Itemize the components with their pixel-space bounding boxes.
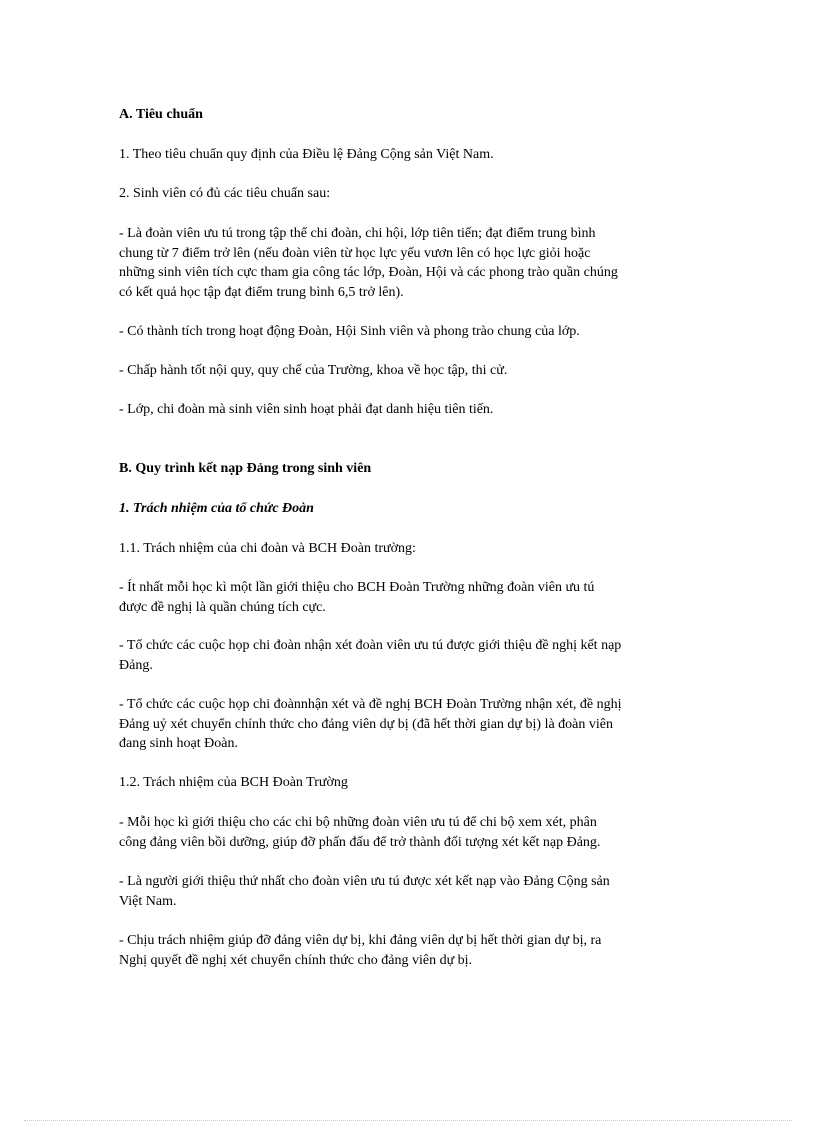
paragraph-line: - Tổ chức các cuộc họp chi đoànnhận xét và đề nghị BCH Đoàn Trường nhận xét, đề nghị: [119, 697, 622, 712]
section-a-heading: A. Tiêu chuẩn: [119, 107, 203, 122]
item-1-1-c: [119, 695, 709, 754]
paragraph-line: - Chịu trách nhiệm giúp đỡ đảng viên dự bị, khi đảng viên dự bị hết thời gian dự bị, ra: [119, 933, 602, 948]
paragraph-line: Việt Nam.: [119, 893, 177, 909]
paragraph-line: - Là đoàn viên ưu tú trong tập thể chi đoàn, chi hội, lớp tiên tiến; đạt điểm trung bình: [119, 226, 596, 241]
criteria-class-title: - Lớp, chi đoàn mà sinh viên sinh hoạt phải đạt danh hiệu tiên tiến.: [119, 402, 494, 417]
paragraph-line: có kết quả học tập đạt điểm trung bình 6,5 trở lên).: [119, 284, 404, 300]
paragraph-line: đang sinh hoạt Đoàn.: [119, 736, 238, 751]
item-1-2-b: [119, 872, 709, 911]
paragraph-line: - Tổ chức các cuộc họp chi đoàn nhận xét đoàn viên ưu tú được giới thiệu đề nghị kết nạp: [119, 638, 622, 653]
paragraph-line: Nghị quyết đề nghị xét chuyển chính thức cho đảng viên dự bị.: [119, 952, 473, 968]
paragraph-line: - Là người giới thiệu thứ nhất cho đoàn viên ưu tú được xét kết nạp vào Đảng Cộng sản: [119, 874, 610, 889]
section-b-heading: B. Quy trình kết nạp Đảng trong sinh viên: [119, 461, 372, 476]
criteria-compliance: - Chấp hành tốt nội quy, quy chế của Trường, khoa về học tập, thi cử.: [119, 363, 508, 378]
subsection-1-heading: 1. Trách nhiệm của tổ chức Đoàn: [119, 501, 314, 516]
paragraph-line: công đảng viên bồi dưỡng, giúp đỡ phấn đấu để trở thành đối tượng xét kết nạp Đảng.: [119, 834, 601, 850]
paragraph-line: - Mỗi học kì giới thiệu cho các chi bộ những đoàn viên ưu tú để chi bộ xem xét, phân: [119, 815, 597, 830]
criteria-2: 2. Sinh viên có đủ các tiêu chuẩn sau:: [119, 186, 331, 201]
item-1-1-heading: 1.1. Trách nhiệm của chi đoàn và BCH Đoàn trường:: [119, 541, 416, 556]
paragraph-line: chung từ 7 điểm trở lên (nếu đoàn viên từ học lực yếu vươn lên có học lực giỏi hoặc: [119, 245, 591, 261]
criteria-1: 1. Theo tiêu chuẩn quy định của Điều lệ Đảng Cộng sản Việt Nam.: [119, 147, 494, 162]
item-1-1-a: [119, 578, 709, 617]
paragraph-line: những sinh viên tích cực tham gia công tác lớp, Đoàn, Hội và các phong trào quần chúng: [119, 265, 618, 280]
item-1-2-heading: 1.2. Trách nhiệm của BCH Đoàn Trường: [119, 775, 348, 790]
paragraph-line: Đảng.: [119, 657, 153, 673]
paragraph-line: được đề nghị là quần chúng tích cực.: [119, 599, 326, 615]
item-1-2-c: [119, 931, 709, 970]
paragraph-line: Đảng uỷ xét chuyển chính thức cho đảng viên dự bị (đã hết thời gian dự bị) là đoàn viên: [119, 716, 613, 732]
page-bottom-divider: [24, 1120, 792, 1121]
item-1-1-b: [119, 636, 709, 675]
item-1-2-a: [119, 813, 709, 852]
criteria-achievement: - Có thành tích trong hoạt động Đoàn, Hội Sinh viên và phong trào chung của lớp.: [119, 324, 580, 339]
paragraph-line: - Ít nhất mỗi học kì một lần giới thiệu cho BCH Đoàn Trường những đoàn viên ưu tú: [119, 580, 595, 595]
criteria-2-member-paragraph: [119, 224, 709, 302]
